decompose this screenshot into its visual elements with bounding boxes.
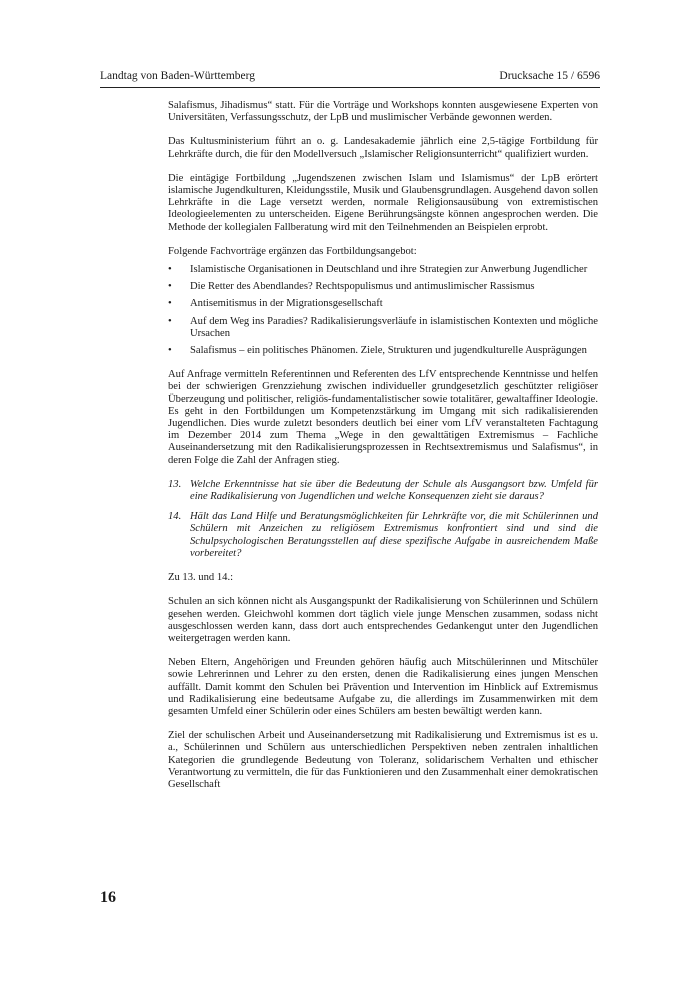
paragraph: Ziel der schulischen Arbeit und Auseinandersetzung mit Radikalisierung und Extremismus ist es u. a., Schülerinnen und Schülern aus unterschiedlichen Perspektiven neben zentralen inhaltlichen Kategorien die grundlegende Bedeutung von Toleranz, solidarischem Verhalten und ethischer Verantwortung zu vermitteln, die für das Funktionieren und den Zusammenhalt einer demokratischen Gesellschaft: [168, 730, 598, 790]
paragraph: Das Kultusministerium führt an o. g. Landesakademie jährlich eine 2,5-tägige Fortbildung für Lehrkräfte durch, die für den Modellversuch „Islamischer Religionsunterricht“ qualifiziert wurden.: [168, 136, 598, 160]
list-item: • Antisemitismus in der Migrationsgesellschaft: [168, 298, 598, 310]
paragraph: Salafismus, Jihadismus“ statt. Für die Vorträge und Workshops konnten ausgewiesene Experten von Universitäten, Verfassungsschutz, der LpB und muslimischer Verbände gewonnen werden.: [168, 100, 598, 124]
question-number: 13.: [168, 478, 182, 490]
lecture-list: [168, 264, 598, 357]
question-14: [168, 511, 598, 560]
paragraph: Folgende Fachvorträge ergänzen das Fortbildungsangebot:: [168, 245, 417, 257]
header-left: Landtag von Baden-Württemberg: [100, 70, 255, 82]
list-item: • Auf dem Weg ins Paradies? Radikalisierungsverläufe in islamistischen Kontexten und mögliche Ursachen: [168, 316, 598, 340]
list-item: • Islamistische Organisationen in Deutschland und ihre Strategien zur Anwerbung Jugendlicher: [168, 264, 598, 276]
question-13: [168, 479, 598, 503]
question-text: Welche Erkenntnisse hat sie über die Bedeutung der Schule als Ausgangsort bzw. Umfeld für eine Radikalisierung von Jugendlichen und welche Konsequenzen zieht sie daraus?: [190, 478, 598, 503]
question-text: Hält das Land Hilfe und Beratungsmöglichkeiten für Lehrkräfte vor, die mit Schülerinnen und Schülern mit Anzeichen zu religiösem Extremismus konfrontiert sind und sind die Schulpsychologischen Beratungsstellen auf diese spezifische Aufgabe in ausreichendem Maße vorbereitet?: [190, 511, 598, 559]
paragraph: Auf Anfrage vermitteln Referentinnen und Referenten des LfV entsprechende Kenntnisse und helfen bei der schwierigen Grenzziehung zwischen individueller grundgesetzlich geschützter religiöser Überzeugung und politischer, religiös-fundamentalistischer sowie totalitärer, gewaltaffiner Ideologie. Es geht in den Fortbildungen um Kompetenzstärkung im Umgang mit sich radikalisierenden Jugendlichen. Dies wurde zuletzt besonders deutlich bei einer vom LfV veranstalteten Fachtagung im Dezember 2014 zum Thema „Wege in den gewalttätigen Extremismus – Fachliche Auseinandersetzung mit den Radikalisierungsprozessen in Rechtsextremismus und Salafismus“, in deren Folge die Zahl der Anfragen stieg.: [168, 369, 598, 466]
page-header: [100, 70, 600, 88]
paragraph: Schulen an sich können nicht als Ausgangspunkt der Radikalisierung von Schülerinnen und Schülern gesehen werden. Gleichwohl kommen dort täglich viele junge Menschen zusammen, sodass nicht ausgeschlossen werden kann, dass dort auch entsprechendes Gedankengut unter den Jugendlichen weitergetragen werden kann.: [168, 596, 598, 644]
document-body: [168, 100, 598, 803]
question-number: 14.: [168, 511, 182, 523]
paragraph: Die eintägige Fortbildung „Jugendszenen zwischen Islam und Islamismus“ der LpB erörtert islamische Jugendkulturen, Kleidungsstile, Musik und Glaubensgrundlagen. Ausgehend davon sollen Lehrkräfte in die Lage versetzt werden, normale Religionsausübung von extremistischen Ideologieelementen zu unterscheiden. Eigene Berührungsängste können angesprochen werden. Die Methode der kollegialen Fallberatung wird mit den Teilnehmenden an Beispielen erprobt.: [168, 172, 598, 233]
page-number: 16: [100, 889, 116, 906]
header-right: Drucksache 15 / 6596: [499, 70, 600, 82]
paragraph: Neben Eltern, Angehörigen und Freunden gehören häufig auch Mitschülerinnen und Mitschüler sowie Lehrerinnen und Lehrer zu den ersten, denen die Radikalisierung eines jungen Menschen auffällt. Damit kommt den Schulen bei Prävention und Intervention im Hinblick auf Extremismus und Radikalisierung eine bedeutsame Aufgabe zu, die allerdings im Zusammenwirken mit dem gesamten Umfeld einer Schülerin oder eines Schülers am besten bewältigt werden kann.: [168, 657, 598, 717]
list-item: • Die Retter des Abendlandes? Rechtspopulismus und antimuslimischer Rassismus: [168, 281, 598, 293]
list-item: • Salafismus – ein politisches Phänomen. Ziele, Strukturen und jugendkulturelle Ausprägungen: [168, 345, 598, 357]
answer-heading: Zu 13. und 14.:: [168, 572, 234, 584]
